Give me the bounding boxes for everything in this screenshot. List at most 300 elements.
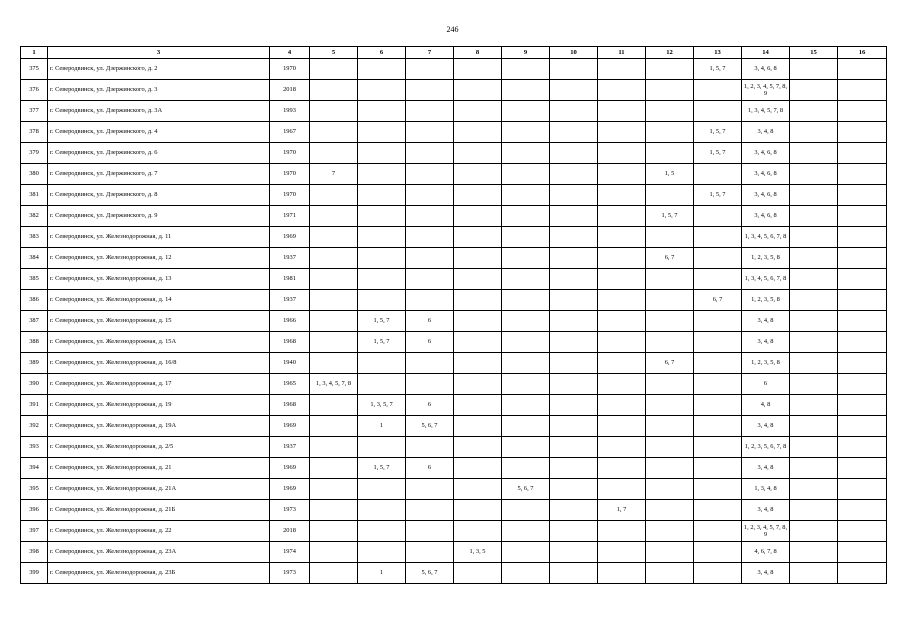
row-number-cell: 380 [21,164,48,185]
value-cell [838,143,887,164]
value-cell [598,185,646,206]
value-cell [358,248,406,269]
value-cell: 3, 4, 6, 8 [742,59,790,80]
value-cell [838,542,887,563]
value-cell [646,59,694,80]
value-cell [646,374,694,395]
value-cell [310,395,358,416]
value-cell [838,290,887,311]
value-cell [406,185,454,206]
value-cell [694,458,742,479]
value-cell [454,164,502,185]
value-cell [790,80,838,101]
value-cell [310,269,358,290]
year-cell: 1968 [270,395,310,416]
value-cell: 1, 3, 4, 5, 7, 8 [310,374,358,395]
row-number-cell: 385 [21,269,48,290]
table-row [21,374,887,395]
year-cell: 1993 [270,101,310,122]
value-cell [838,101,887,122]
value-cell [502,563,550,584]
value-cell [454,59,502,80]
value-cell: 6, 7 [646,248,694,269]
value-cell [646,290,694,311]
value-cell [502,122,550,143]
year-cell: 1967 [270,122,310,143]
value-cell [310,206,358,227]
value-cell [406,248,454,269]
value-cell [550,353,598,374]
value-cell: 3, 4, 6, 8 [742,143,790,164]
value-cell [454,80,502,101]
value-cell [550,185,598,206]
value-cell [550,374,598,395]
value-cell [550,269,598,290]
row-number-cell: 390 [21,374,48,395]
value-cell [406,164,454,185]
value-cell [502,206,550,227]
value-cell: 5, 6, 7 [406,563,454,584]
value-cell: 6 [742,374,790,395]
value-cell [502,500,550,521]
value-cell [502,101,550,122]
value-cell [454,395,502,416]
value-cell [838,437,887,458]
value-cell [838,458,887,479]
value-cell [598,164,646,185]
column-header: 1 [21,47,48,59]
row-number-cell: 379 [21,143,48,164]
value-cell [502,542,550,563]
value-cell [502,332,550,353]
address-cell: г. Северодвинск, ул. Дзержинского, д. 4 [48,122,270,143]
value-cell [646,479,694,500]
row-number-cell: 391 [21,395,48,416]
value-cell: 1 [358,416,406,437]
value-cell: 7 [310,164,358,185]
value-cell: 6, 7 [646,353,694,374]
value-cell [694,269,742,290]
value-cell [790,227,838,248]
row-number-cell: 399 [21,563,48,584]
value-cell [790,437,838,458]
value-cell [454,185,502,206]
value-cell [790,374,838,395]
value-cell [454,206,502,227]
value-cell [694,311,742,332]
value-cell [550,206,598,227]
value-cell [646,500,694,521]
table-row [21,80,887,101]
value-cell [790,269,838,290]
value-cell [502,395,550,416]
value-cell [598,458,646,479]
table-row [21,164,887,185]
value-cell: 1, 2, 3, 5, 8 [742,353,790,374]
year-cell: 1970 [270,143,310,164]
value-cell [310,458,358,479]
value-cell [358,185,406,206]
table-row [21,332,887,353]
value-cell [358,101,406,122]
address-cell: г. Северодвинск, ул. Дзержинского, д. 2 [48,59,270,80]
year-cell: 2018 [270,521,310,542]
value-cell [598,290,646,311]
value-cell [454,101,502,122]
address-cell: г. Северодвинск, ул. Железнодорожная, д. 23Б [48,563,270,584]
table-row [21,353,887,374]
row-number-cell: 387 [21,311,48,332]
value-cell: 5, 6, 7 [406,416,454,437]
value-cell [358,542,406,563]
value-cell [550,80,598,101]
value-cell: 1, 3, 5, 7 [358,395,406,416]
value-cell [694,437,742,458]
address-cell: г. Северодвинск, ул. Железнодорожная, д. 16/8 [48,353,270,374]
row-number-cell: 386 [21,290,48,311]
value-cell: 1, 5, 7 [358,332,406,353]
value-cell [790,416,838,437]
value-cell [838,374,887,395]
row-number-cell: 394 [21,458,48,479]
address-cell: г. Северодвинск, ул. Железнодорожная, д. 19 [48,395,270,416]
value-cell [646,563,694,584]
value-cell [838,416,887,437]
value-cell: 3, 4, 6, 8 [742,206,790,227]
column-header: 15 [790,47,838,59]
address-cell: г. Северодвинск, ул. Железнодорожная, д. 12 [48,248,270,269]
value-cell: 3, 4, 8 [742,458,790,479]
value-cell [502,185,550,206]
value-cell [694,521,742,542]
row-number-cell: 382 [21,206,48,227]
value-cell [406,59,454,80]
value-cell: 4, 8 [742,395,790,416]
table-row [21,269,887,290]
value-cell: 1, 5, 7 [694,143,742,164]
value-cell: 1, 2, 3, 5, 8 [742,290,790,311]
value-cell [694,80,742,101]
address-cell: г. Северодвинск, ул. Железнодорожная, д. 17 [48,374,270,395]
value-cell [358,80,406,101]
table-row [21,227,887,248]
value-cell [694,374,742,395]
year-cell: 1937 [270,248,310,269]
value-cell [550,395,598,416]
value-cell [406,542,454,563]
row-number-cell: 398 [21,542,48,563]
value-cell [550,59,598,80]
value-cell [790,143,838,164]
value-cell [310,353,358,374]
value-cell [550,248,598,269]
value-cell [598,479,646,500]
value-cell [598,80,646,101]
value-cell [598,353,646,374]
value-cell [310,143,358,164]
value-cell [790,395,838,416]
value-cell: 3, 4, 8 [742,416,790,437]
value-cell: 3, 4, 8 [742,332,790,353]
value-cell [310,416,358,437]
year-cell: 1981 [270,269,310,290]
value-cell: 1, 5, 7 [646,206,694,227]
address-cell: г. Северодвинск, ул. Дзержинского, д. 8 [48,185,270,206]
value-cell [502,59,550,80]
table-row [21,143,887,164]
row-number-cell: 388 [21,332,48,353]
address-cell: г. Северодвинск, ул. Дзержинского, д. 3 [48,80,270,101]
value-cell: 1, 2, 3, 4, 5, 7, 8, 9 [742,80,790,101]
value-cell: 1, 5, 7 [694,185,742,206]
value-cell [502,248,550,269]
row-number-cell: 397 [21,521,48,542]
value-cell [838,269,887,290]
value-cell [838,122,887,143]
value-cell [790,290,838,311]
column-header: 3 [48,47,270,59]
column-header: 11 [598,47,646,59]
value-cell [358,269,406,290]
value-cell [790,332,838,353]
value-cell [838,563,887,584]
value-cell [358,479,406,500]
row-number-cell: 384 [21,248,48,269]
column-header: 13 [694,47,742,59]
value-cell [838,164,887,185]
value-cell: 1, 5 [646,164,694,185]
value-cell [598,521,646,542]
value-cell [454,332,502,353]
value-cell [454,521,502,542]
value-cell [694,416,742,437]
table-row [21,59,887,80]
address-cell: г. Северодвинск, ул. Дзержинского, д. 6 [48,143,270,164]
value-cell [454,290,502,311]
address-cell: г. Северодвинск, ул. Железнодорожная, д. 23А [48,542,270,563]
table-row [21,542,887,563]
value-cell [502,521,550,542]
value-cell [550,143,598,164]
value-cell [502,227,550,248]
value-cell [694,353,742,374]
value-cell [838,395,887,416]
table-row [21,479,887,500]
value-cell [502,374,550,395]
value-cell [598,59,646,80]
value-cell [790,542,838,563]
column-header: 8 [454,47,502,59]
value-cell [550,437,598,458]
value-cell [406,521,454,542]
value-cell [310,185,358,206]
value-cell [502,164,550,185]
row-number-cell: 378 [21,122,48,143]
value-cell [790,311,838,332]
year-cell: 1968 [270,332,310,353]
value-cell [646,101,694,122]
value-cell: 3, 4, 8 [742,500,790,521]
value-cell [310,479,358,500]
row-number-cell: 389 [21,353,48,374]
value-cell: 4, 6, 7, 8 [742,542,790,563]
value-cell [646,521,694,542]
table-row [21,563,887,584]
address-cell: г. Северодвинск, ул. Железнодорожная, д. 19А [48,416,270,437]
value-cell [406,143,454,164]
value-cell [454,269,502,290]
value-cell [646,542,694,563]
value-cell [310,290,358,311]
value-cell [598,101,646,122]
value-cell [550,458,598,479]
value-cell [406,80,454,101]
value-cell [358,353,406,374]
value-cell [406,122,454,143]
value-cell [838,311,887,332]
value-cell [694,206,742,227]
value-cell: 3, 4, 8 [742,311,790,332]
value-cell [598,122,646,143]
address-cell: г. Северодвинск, ул. Железнодорожная, д. 15 [48,311,270,332]
value-cell: 1, 7 [598,500,646,521]
value-cell [310,80,358,101]
row-number-cell: 381 [21,185,48,206]
value-cell [598,206,646,227]
value-cell [838,353,887,374]
value-cell [310,59,358,80]
value-cell: 1, 3, 4, 5, 6, 7, 8 [742,269,790,290]
table-row [21,206,887,227]
table-row [21,311,887,332]
value-cell [838,500,887,521]
value-cell [838,206,887,227]
value-cell: 1, 2, 3, 5, 8 [742,248,790,269]
column-header: 12 [646,47,694,59]
year-cell: 1973 [270,563,310,584]
year-cell: 1970 [270,164,310,185]
value-cell [310,500,358,521]
address-cell: г. Северодвинск, ул. Железнодорожная, д. 21 [48,458,270,479]
value-cell [454,353,502,374]
value-cell [838,185,887,206]
value-cell [358,290,406,311]
value-cell [790,101,838,122]
value-cell [310,437,358,458]
value-cell [550,500,598,521]
value-cell [694,101,742,122]
year-cell: 1937 [270,437,310,458]
address-cell: г. Северодвинск, ул. Железнодорожная, д. 21А [48,479,270,500]
value-cell [646,227,694,248]
value-cell [550,122,598,143]
year-cell: 1974 [270,542,310,563]
table-row [21,395,887,416]
value-cell [598,542,646,563]
value-cell [310,521,358,542]
data-table [20,46,887,584]
value-cell: 1, 2, 3, 5, 6, 7, 8 [742,437,790,458]
value-cell [790,59,838,80]
value-cell [646,437,694,458]
value-cell [550,542,598,563]
value-cell: 1, 3, 4, 8 [742,479,790,500]
value-cell [454,122,502,143]
column-header: 16 [838,47,887,59]
column-header: 10 [550,47,598,59]
value-cell [694,563,742,584]
value-cell [790,206,838,227]
value-cell: 3, 4, 6, 8 [742,164,790,185]
value-cell: 3, 4, 8 [742,122,790,143]
value-cell [598,563,646,584]
row-number-cell: 376 [21,80,48,101]
value-cell [454,374,502,395]
year-cell: 2018 [270,80,310,101]
table-row [21,185,887,206]
value-cell [694,248,742,269]
value-cell [598,437,646,458]
value-cell: 1, 5, 7 [358,458,406,479]
value-cell [310,332,358,353]
table-row [21,416,887,437]
row-number-cell: 377 [21,101,48,122]
value-cell [790,185,838,206]
value-cell [694,395,742,416]
value-cell: 6, 7 [694,290,742,311]
column-header: 5 [310,47,358,59]
value-cell [550,227,598,248]
header-row [21,47,887,59]
value-cell [502,416,550,437]
value-cell [694,164,742,185]
value-cell [790,353,838,374]
value-cell [646,122,694,143]
value-cell [454,248,502,269]
value-cell [598,374,646,395]
column-header: 4 [270,47,310,59]
table-row [21,458,887,479]
column-header: 6 [358,47,406,59]
value-cell [550,164,598,185]
value-cell [598,227,646,248]
value-cell [646,269,694,290]
value-cell [550,416,598,437]
year-cell: 1970 [270,185,310,206]
value-cell [598,269,646,290]
value-cell [454,227,502,248]
value-cell: 6 [406,332,454,353]
value-cell [838,332,887,353]
row-number-cell: 383 [21,227,48,248]
value-cell [790,122,838,143]
value-cell [598,416,646,437]
value-cell [502,311,550,332]
year-cell: 1940 [270,353,310,374]
row-number-cell: 395 [21,479,48,500]
value-cell [310,542,358,563]
address-cell: г. Северодвинск, ул. Железнодорожная, д. 22 [48,521,270,542]
value-cell [454,458,502,479]
value-cell [550,521,598,542]
value-cell [406,290,454,311]
value-cell [598,248,646,269]
row-number-cell: 393 [21,437,48,458]
value-cell: 1, 5, 7 [694,122,742,143]
address-cell: г. Северодвинск, ул. Железнодорожная, д. 21Б [48,500,270,521]
value-cell [358,59,406,80]
value-cell: 6 [406,458,454,479]
